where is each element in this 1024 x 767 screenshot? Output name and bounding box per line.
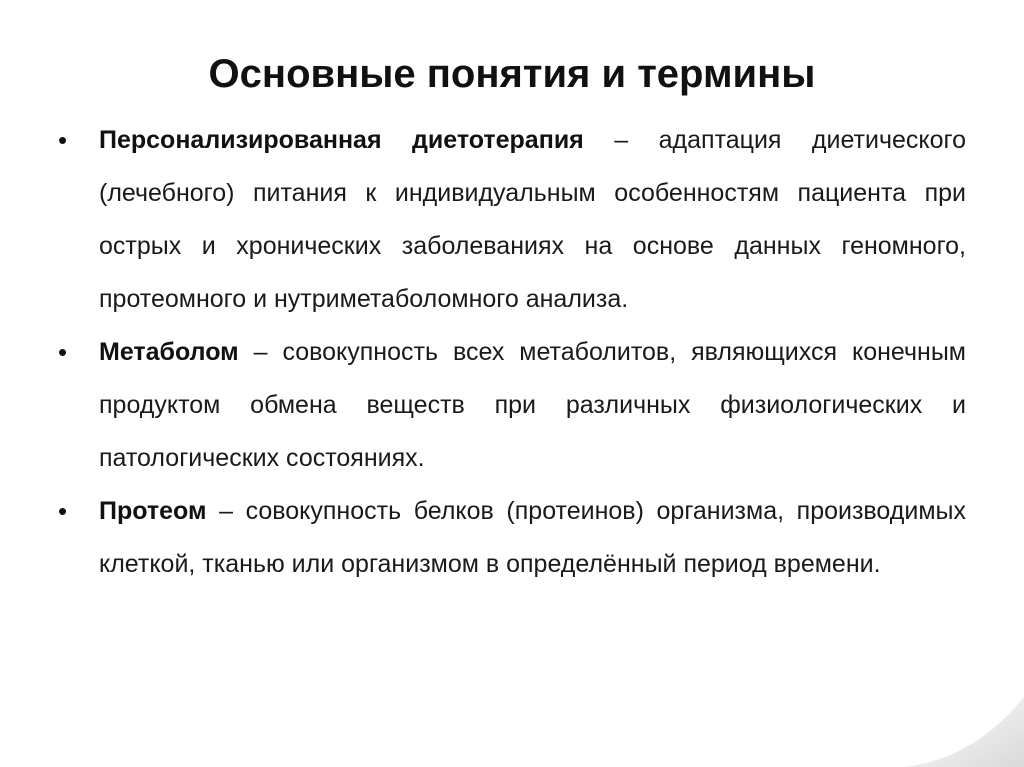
term-definition: – адаптация диетического (лечебного) питания к индивидуальным особенностям пациента при острых и хронических заболеваниях на основе данных геномного, протеомного и нутриметаболомного анализа.: [99, 126, 966, 313]
bullet-text: [99, 326, 966, 485]
bullet-icon: •: [58, 125, 68, 155]
term-label: Персонализированная диетотерапия: [99, 126, 584, 154]
bullet-icon: •: [58, 337, 68, 367]
page-curl-corner: [904, 697, 1024, 767]
bullet-item-metabolome: [58, 326, 966, 485]
bullet-item-proteome: [58, 485, 966, 591]
term-definition: – совокупность всех метаболитов, являющихся конечным продуктом обмена веществ при различных физиологических и патологических состояниях.: [99, 338, 966, 472]
bullet-text: [99, 485, 966, 591]
term-label: Метаболом: [99, 338, 239, 366]
page-curl-icon: [904, 697, 1024, 767]
term-definition: – совокупность белков (протеинов) организма, производимых клеткой, тканью или организмом в определённый период времени.: [99, 497, 966, 578]
bullet-text: [99, 114, 966, 326]
slide-title: Основные понятия и термины: [208, 52, 816, 96]
bullet-list: [58, 114, 966, 591]
bullet-icon: •: [58, 496, 68, 526]
term-label: Протеом: [99, 497, 207, 525]
bullet-item-personalized-diet-therapy: [58, 114, 966, 326]
